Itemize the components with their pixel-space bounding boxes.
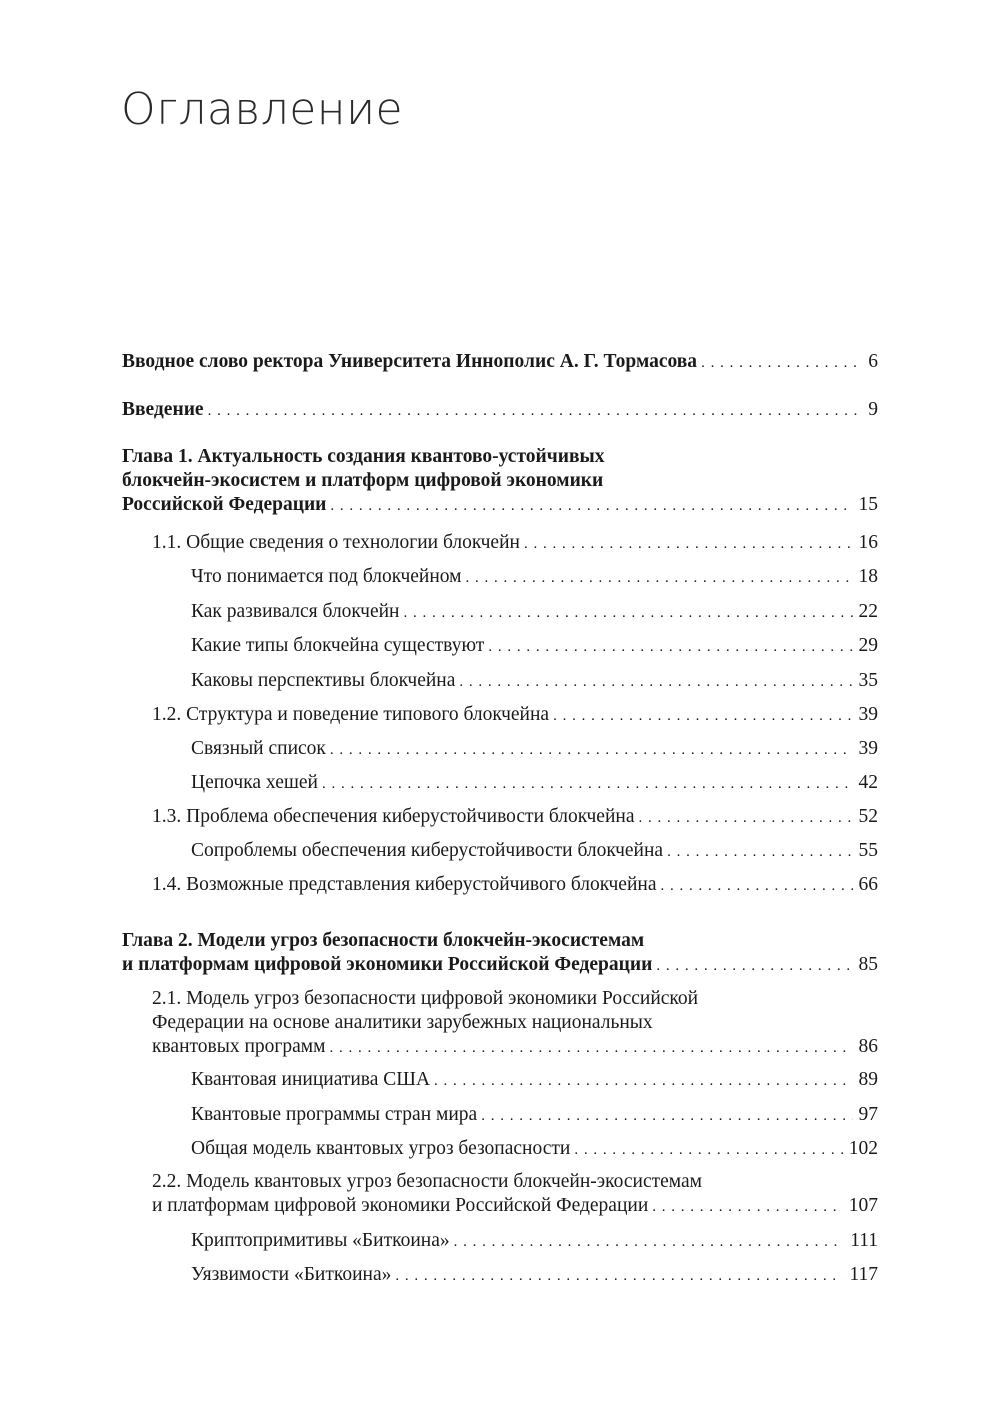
toc-entry-chapter-1 [122, 445, 878, 518]
dot-leader [667, 839, 852, 864]
toc-entry-text: Глава 2. Модели угроз безопасности блокчейн-экосистемам [122, 930, 645, 951]
toc-entry-text: 1.2. Структура и поведение типового блокчейна [152, 704, 550, 725]
toc-entry-text: Общая модель квантовых угроз безопасности [191, 1138, 571, 1159]
toc-entry-text: квантовых программ [152, 1036, 326, 1057]
dot-leader [434, 1068, 852, 1093]
toc-entry-subsection [191, 669, 878, 694]
dot-leader [330, 493, 852, 518]
dot-leader [639, 805, 853, 830]
dot-leader [481, 1103, 852, 1128]
toc-entry-subsection [191, 1068, 878, 1093]
toc-entry-text: 1.3. Проблема обеспечения киберустойчивости блокчейна [152, 806, 635, 827]
toc-page-number: 55 [858, 840, 878, 861]
toc-entry-chapter-2 [122, 929, 878, 978]
toc-entry-text: и платформам цифровой экономики Российской Федерации [122, 954, 653, 975]
dot-leader [660, 873, 852, 898]
dot-leader [574, 1137, 842, 1162]
toc-entry-text: 2.2. Модель квантовых угроз безопасности блокчейн-экосистемам [152, 1171, 702, 1192]
toc-page-number: 86 [858, 1036, 878, 1057]
toc-entry-subsection [191, 737, 878, 762]
toc-entry-text: и платформам цифровой экономики Российской Федерации [152, 1195, 649, 1216]
dot-leader [553, 703, 852, 728]
dot-leader [208, 398, 863, 423]
toc-entry-text: Российской Федерации [122, 494, 327, 515]
toc-entry-subsection [191, 1103, 878, 1128]
toc-entry-text: Федерации на основе аналитики зарубежных национальных [152, 1012, 653, 1033]
toc-entry-section-1-2 [152, 703, 878, 728]
toc-entry-section-1-4 [152, 873, 878, 898]
toc-entry-introduction [122, 398, 878, 423]
toc-entry-text: Какие типы блокчейна существуют [191, 635, 485, 656]
toc-page-number: 42 [858, 772, 878, 793]
toc-page-number: 15 [858, 494, 878, 515]
toc-entry-subsection [191, 1263, 878, 1288]
dot-leader [524, 531, 853, 556]
toc-page-number: 39 [858, 704, 878, 725]
dot-leader [403, 600, 852, 625]
page-title: Оглавление [121, 84, 404, 135]
dot-leader [330, 737, 853, 762]
dot-leader [322, 771, 853, 796]
toc-entry-text: Введение [122, 399, 204, 420]
toc-entry-text: Квантовые программы стран мира [191, 1104, 478, 1125]
toc-entry-text: Вводное слово ректора Университета Иннополис А. Г. Тормасова [122, 351, 698, 372]
toc-entry-section-2-2 [152, 1170, 878, 1219]
toc-entry-text: Связный список [191, 738, 326, 759]
toc-page-number: 52 [858, 806, 878, 827]
toc-entry-subsection [191, 771, 878, 796]
toc-entry-text: Глава 1. Актуальность создания квантово-устойчивых [122, 446, 605, 467]
toc-entry-text: блокчейн-экосистем и платформ цифровой экономики [122, 470, 604, 491]
toc-entry-text: Каковы перспективы блокчейна [191, 670, 456, 691]
toc-page-number: 102 [848, 1138, 878, 1159]
toc-entry-text: 1.4. Возможные представления киберустойчивого блокчейна [152, 874, 657, 895]
toc-page-number: 111 [850, 1230, 878, 1251]
toc-entry-text: 1.1. Общие сведения о технологии блокчейн [152, 532, 520, 553]
dot-leader [454, 1229, 845, 1254]
toc-page-number: 66 [858, 874, 878, 895]
toc-page-number: 107 [848, 1195, 878, 1216]
toc-entry-rector-foreword [122, 350, 878, 375]
toc-entry-subsection [191, 839, 878, 864]
dot-leader [701, 350, 862, 375]
dot-leader [459, 669, 852, 694]
toc-entry-subsection [191, 1229, 878, 1254]
toc-entry-text: Уязвимости «Биткоина» [191, 1264, 392, 1285]
toc-entry-text: 2.1. Модель угроз безопасности цифровой экономики Российской [152, 988, 699, 1009]
toc-entry-section-2-1 [152, 987, 878, 1060]
dot-leader [656, 953, 852, 978]
toc-page-number: 85 [858, 954, 878, 975]
toc-entry-section-1-3 [152, 805, 878, 830]
toc-entry-text: Что понимается под блокчейном [191, 566, 462, 587]
toc-entry-text: Как развивался блокчейн [191, 601, 400, 622]
toc-page-number: 6 [868, 351, 878, 372]
toc-page-number: 29 [858, 635, 878, 656]
toc-entry-text: Криптопримитивы «Биткоина» [191, 1230, 450, 1251]
toc-page-number: 39 [858, 738, 878, 759]
toc-page-number: 22 [858, 601, 878, 622]
dot-leader [488, 634, 852, 659]
toc-entry-text: Квантовая инициатива США [191, 1069, 431, 1090]
dot-leader [466, 565, 853, 590]
toc-entry-section-1-1 [152, 531, 878, 556]
toc-page-number: 16 [858, 532, 878, 553]
toc-entry-text: Цепочка хешей [191, 772, 318, 793]
toc-entry-subsection [191, 565, 878, 590]
toc-entry-subsection [191, 600, 878, 625]
dot-leader [395, 1263, 843, 1288]
toc-entry-subsection [191, 1137, 878, 1162]
toc-page-number: 9 [868, 399, 878, 420]
toc-page-number: 89 [858, 1069, 878, 1090]
toc-page-number: 18 [858, 566, 878, 587]
toc-page-number: 117 [849, 1264, 878, 1285]
toc-page-number: 35 [858, 670, 878, 691]
toc-entry-text: Сопроблемы обеспечения киберустойчивости блокчейна [191, 840, 664, 861]
toc-entry-subsection [191, 634, 878, 659]
toc-page-number: 97 [858, 1104, 878, 1125]
dot-leader [652, 1194, 842, 1219]
dot-leader [329, 1035, 852, 1060]
